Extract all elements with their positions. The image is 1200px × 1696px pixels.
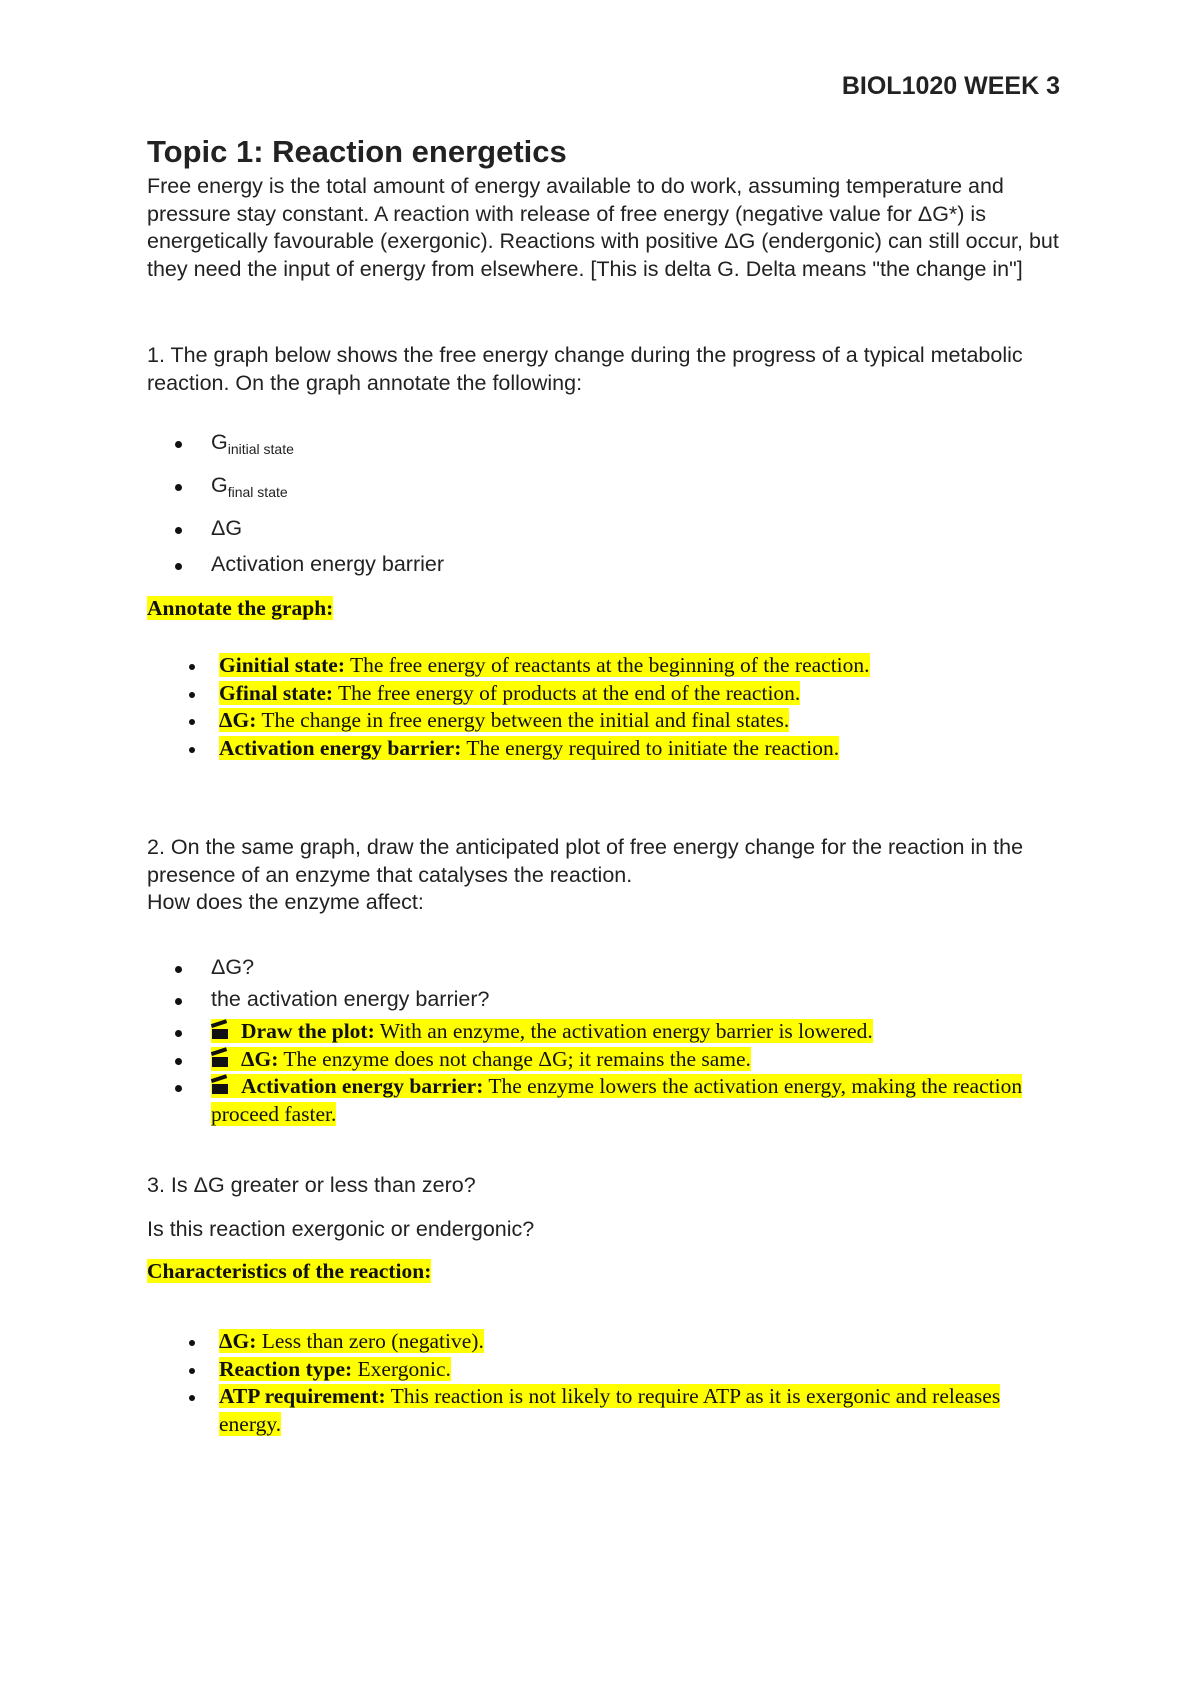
bullet-icon xyxy=(175,484,182,491)
bullet-icon xyxy=(189,1340,195,1346)
list-item: ATP requirement: This reaction is not likely to require ATP as it is exergonic and releases energy. xyxy=(183,1383,1063,1438)
bullet-icon xyxy=(189,664,195,670)
course-header: BIOL1020 WEEK 3 xyxy=(841,72,1060,100)
question-1-bullets xyxy=(147,429,444,587)
answer-label-1: Annotate the graph: xyxy=(147,596,334,620)
bullet-icon xyxy=(175,1058,182,1065)
clapperboard-icon xyxy=(211,1052,229,1067)
list-item: ΔG: Less than zero (negative). xyxy=(183,1328,1063,1356)
question-3-followup: Is this reaction exergonic or endergonic? xyxy=(147,1217,535,1241)
question-3: 3. Is ΔG greater or less than zero? xyxy=(147,1173,476,1197)
bullet-icon xyxy=(175,563,182,570)
list-item: Ginitial state: The free energy of reactants at the beginning of the reaction. xyxy=(183,652,1063,680)
clapperboard-icon xyxy=(211,1024,229,1039)
list-item: Activation energy barrier: The enzyme lowers the activation energy, making the reaction proceed faster. xyxy=(147,1073,1067,1128)
answer-list-1 xyxy=(183,652,1063,762)
list-item: $G_{final state}$ xyxy=(147,472,444,506)
bullet-icon xyxy=(189,1395,195,1401)
list-item: Gfinal state: The free energy of products at the end of the reaction. xyxy=(183,680,1063,708)
list-item: Draw the plot: With an enzyme, the activation energy barrier is lowered. xyxy=(147,1018,1067,1046)
bullet-icon xyxy=(175,1030,182,1037)
list-item: ΔG: The change in free energy between the initial and final states. xyxy=(183,707,1063,735)
bullet-icon xyxy=(175,966,182,973)
answer-label-3: Characteristics of the reaction: xyxy=(147,1259,432,1283)
list-item: $G_{initial state}$ xyxy=(147,429,444,463)
list-item: ΔG: The enzyme does not change ΔG; it remains the same. xyxy=(147,1046,1067,1074)
bullet-icon xyxy=(189,692,195,698)
intro-paragraph: Free energy is the total amount of energy available to do work, assuming temperature and pressure stay constant. A reaction with release of free energy (negative value for ΔG*) is energetically favourable (exergonic). Reactions with positive ΔG (endergonic) can still occur, but they need the input of energy from elsewhere. [This is delta G. Delta means "the change in"] xyxy=(147,174,1059,281)
list-item: Activation energy barrier xyxy=(147,551,444,578)
bullet-icon xyxy=(189,719,195,725)
list-item: Activation energy barrier: The energy required to initiate the reaction. xyxy=(183,735,1063,763)
clapperboard-icon xyxy=(211,1079,229,1094)
bullet-icon xyxy=(175,998,182,1005)
topic-title: Topic 1: Reaction energetics xyxy=(147,134,567,169)
list-item: ΔG xyxy=(147,515,444,542)
list-item: the activation energy barrier? xyxy=(147,986,1067,1013)
bullet-icon xyxy=(175,441,182,448)
bullet-icon xyxy=(175,527,182,534)
question-1: 1. The graph below shows the free energy change during the progress of a typical metabolic reaction. On the graph annotate the following: xyxy=(147,343,1023,395)
list-item: Reaction type: Exergonic. xyxy=(183,1356,1063,1384)
bullet-icon xyxy=(175,1085,182,1092)
question-2: 2. On the same graph, draw the anticipated plot of free energy change for the reaction in the presence of an enzyme that catalyses the reaction. How does the enzyme affect: xyxy=(147,835,1024,914)
answer-list-3 xyxy=(183,1328,1063,1438)
question-2-bullets xyxy=(147,954,1067,1128)
list-item: ΔG? xyxy=(147,954,1067,981)
bullet-icon xyxy=(189,1368,195,1374)
bullet-icon xyxy=(189,747,195,753)
